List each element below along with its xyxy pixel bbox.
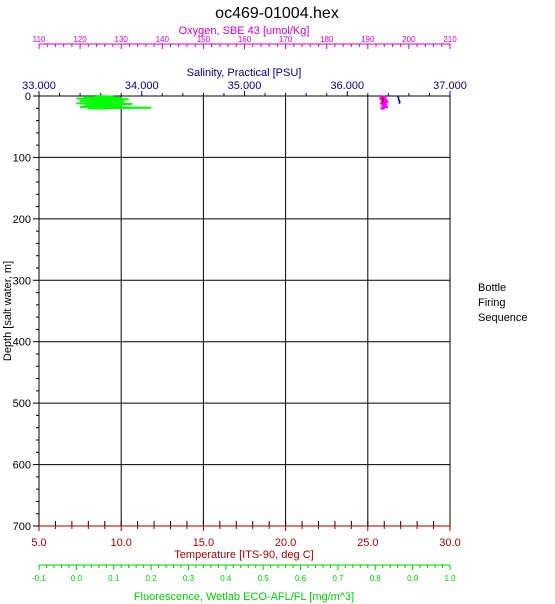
temperature-axis <box>31 526 460 549</box>
temperature-tick-label: 15.0 <box>192 537 215 549</box>
oxygen-tick-label: 120 <box>73 35 87 44</box>
salinity-tick-label: 34.000 <box>124 80 159 92</box>
depth-tick-label: 0 <box>24 91 31 103</box>
annotation-line-1: Bottle <box>478 282 507 294</box>
oxygen-axis <box>33 35 458 49</box>
fluorescence-tick-label: 0.0 <box>70 574 82 583</box>
bottle-firing-sequence-label <box>478 282 528 324</box>
depth-tick-label: 200 <box>12 213 31 226</box>
annotation-line-3: Sequence <box>478 312 528 324</box>
salinity-profile-line <box>398 97 400 104</box>
oxygen-tick-label: 160 <box>237 35 252 44</box>
fluorescence-axis <box>32 565 456 583</box>
fluorescence-axis-label: Fluorescence, Wetlab ECO-AFL/FL [mg/m^3] <box>133 591 355 603</box>
depth-tick-label: 300 <box>12 275 31 288</box>
fluorescence-tick-label: 0.9 <box>407 574 419 583</box>
salinity-tick-label: 35.000 <box>227 80 262 92</box>
depth-tick-label: 600 <box>12 459 31 472</box>
temperature-tick-label: 20.0 <box>274 537 297 549</box>
depth-tick-label: 700 <box>12 521 31 533</box>
oxygen-tick-label: 200 <box>402 35 416 44</box>
fluorescence-tick-label: 0.1 <box>108 574 120 583</box>
oxygen-tick-label: 190 <box>361 35 375 44</box>
fluorescence-tick-label: -0.1 <box>32 574 46 583</box>
plot-grid <box>39 96 450 526</box>
oxygen-profile-line <box>379 96 388 109</box>
salinity-tick-label: 33.000 <box>22 80 56 92</box>
depth-tick-label: 500 <box>12 398 31 411</box>
temperature-tick-label: 30.0 <box>439 537 461 549</box>
oxygen-tick-label: 180 <box>320 35 334 44</box>
fluorescence-profile-line <box>76 96 151 109</box>
oxygen-tick-label: 140 <box>155 35 169 44</box>
oxygen-tick-label: 170 <box>278 35 293 44</box>
data-series <box>76 96 399 109</box>
fluorescence-tick-label: 0.7 <box>332 574 344 583</box>
depth-axis-label: Depth [salt water, m] <box>2 260 14 362</box>
salinity-axis-label: Salinity, Practical [PSU] <box>186 67 302 79</box>
fluorescence-tick-label: 0.4 <box>220 574 232 583</box>
oxygen-tick-label: 150 <box>196 35 211 44</box>
oxygen-tick-label: 210 <box>443 35 457 44</box>
fluorescence-tick-label: 0.5 <box>257 574 269 583</box>
temperature-axis-label: Temperature [ITS-90, deg C] <box>174 549 314 561</box>
fluorescence-tick-label: 0.8 <box>369 574 381 583</box>
depth-tick-label: 400 <box>12 336 31 349</box>
chart-title: oc469-01004.hex <box>215 5 339 22</box>
fluorescence-tick-label: 0.3 <box>182 574 195 583</box>
depth-tick-label: 100 <box>12 152 31 165</box>
oxygen-tick-label: 130 <box>114 35 128 44</box>
salinity-axis <box>22 80 467 96</box>
fluorescence-tick-label: 0.2 <box>145 574 157 583</box>
fluorescence-tick-label: 1.0 <box>444 574 456 583</box>
fluorescence-tick-label: 0.6 <box>294 574 307 583</box>
salinity-tick-label: 37.000 <box>433 80 467 92</box>
temperature-tick-label: 25.0 <box>357 537 379 549</box>
temperature-tick-label: 10.0 <box>110 537 132 549</box>
salinity-tick-label: 36.000 <box>330 80 365 92</box>
oxygen-axis-label: Oxygen, SBE 43 [umol/Kg] <box>178 25 310 37</box>
oxygen-tick-label: 110 <box>32 35 46 44</box>
temperature-tick-label: 5.0 <box>31 537 47 549</box>
annotation-line-2: Firing <box>478 297 506 309</box>
